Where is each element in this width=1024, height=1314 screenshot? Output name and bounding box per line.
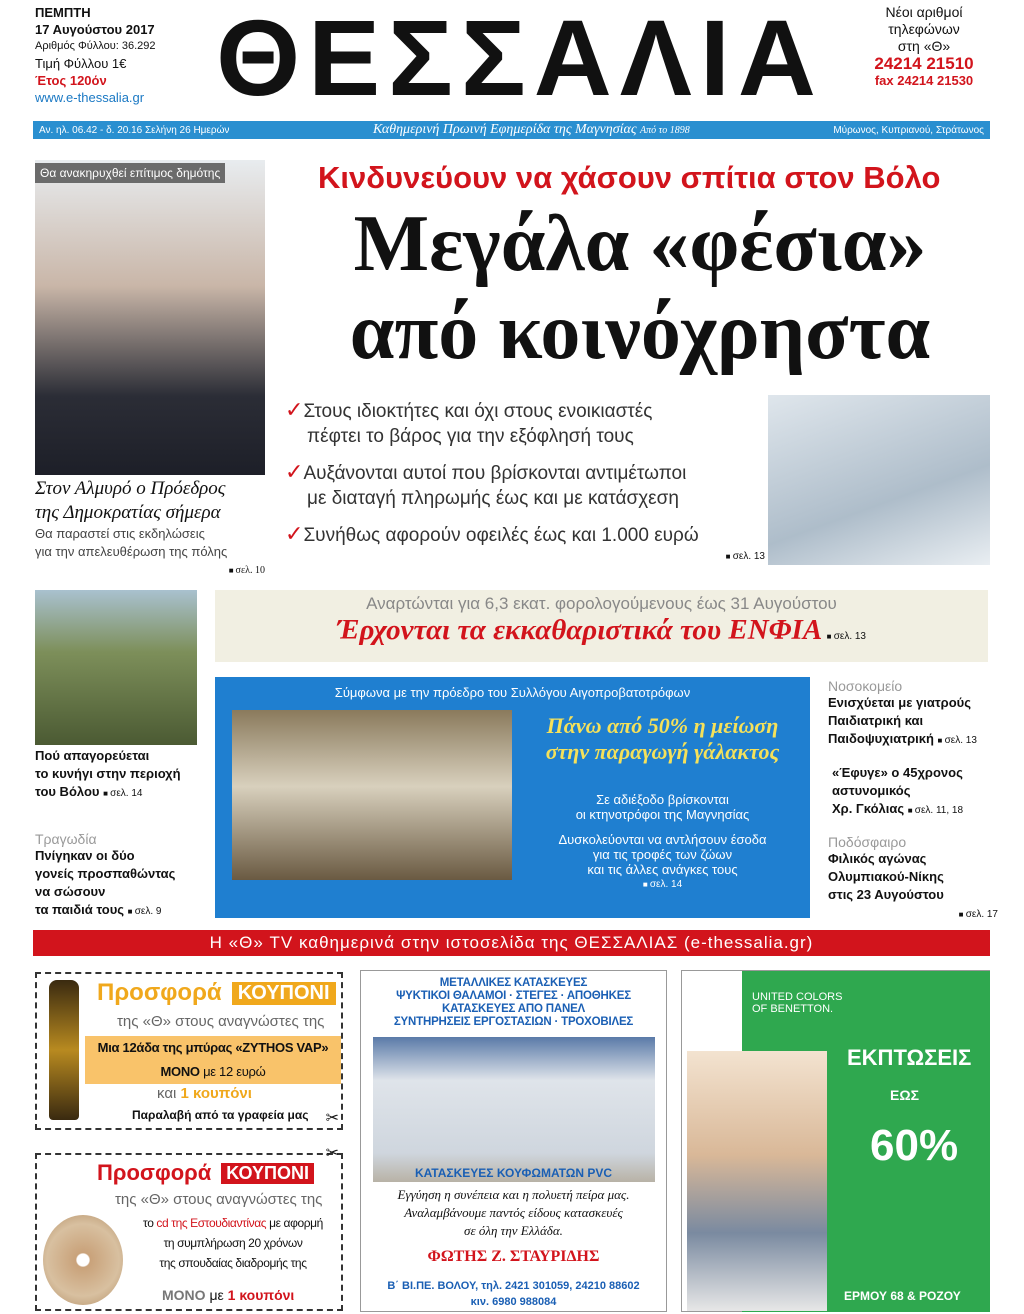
text: της σπουδαίας διαδρομής της bbox=[159, 1256, 307, 1270]
coupon-label: ΚΟΥΠΟΝΙ bbox=[221, 1163, 314, 1184]
text: 1 κουπόνι bbox=[227, 1287, 295, 1303]
text: Δυσκολεύονται να αντλήσουν έσοδα bbox=[558, 832, 767, 847]
metal-contact bbox=[361, 1278, 666, 1310]
coupon-label: ΚΟΥΠΟΝΙ bbox=[232, 982, 336, 1005]
text: με διαταγή πληρωμής έως και με κατάσχεση bbox=[307, 488, 679, 509]
lead-headline[interactable] bbox=[290, 200, 990, 376]
headline-line: από κοινόχρηστα bbox=[349, 288, 931, 376]
last-line bbox=[35, 901, 210, 921]
text: Εγγύηση η συνέπεια και η πολυετή πείρα μας. bbox=[397, 1187, 630, 1202]
president-photo bbox=[35, 160, 265, 475]
issue: Αριθμός Φύλλου: 36.292 bbox=[35, 40, 156, 52]
text: ΜΕΤΑΛΛΙΚΕΣ ΚΑΤΑΣΚΕΥΕΣ bbox=[439, 977, 588, 989]
text: 60% bbox=[870, 1121, 959, 1170]
text: το bbox=[143, 1216, 154, 1230]
text: OF BENETTON. bbox=[752, 1003, 834, 1015]
last-line bbox=[35, 783, 210, 803]
page-ref: ■ σελ. 13 bbox=[726, 551, 765, 562]
text: UNITED COLORS bbox=[752, 991, 843, 1003]
phones-label: Νέοι αριθμοί bbox=[885, 4, 963, 20]
right-column bbox=[828, 678, 998, 922]
text: 1 κουπόνι bbox=[180, 1085, 252, 1102]
text: Πάνω από 50% η μείωση bbox=[546, 713, 779, 738]
headline-line: Στον Αλμυρό ο Πρόεδρος bbox=[35, 478, 226, 499]
check-icon: ✓ bbox=[285, 521, 304, 546]
coupon-count bbox=[162, 1287, 294, 1303]
bullet bbox=[285, 459, 765, 511]
tagline: Καθημερινή Πρωινή Εφημερίδα της Μαγνησίας bbox=[372, 122, 637, 137]
text: για τις τροφές των ζώων bbox=[592, 847, 733, 862]
scissors-icon: ✂ bbox=[325, 1145, 339, 1162]
text: «Έφυγε» ο 45χρονος bbox=[832, 765, 963, 780]
text: Θα παραστεί στις εκδηλώσεις bbox=[35, 526, 205, 541]
president-label: Θα ανακηρυχθεί επίτιμος δημότης bbox=[35, 163, 225, 183]
text: ΨΥΚΤΙΚΟΙ ΘΑΛΑΜΟΙ · ΣΤΕΓΕΣ · ΑΠΟΘΗΚΕΣ bbox=[396, 990, 631, 1002]
text: για την απελευθέρωση της πόλης bbox=[35, 544, 228, 559]
metal-ad[interactable] bbox=[360, 970, 667, 1312]
tragedy-story[interactable] bbox=[35, 831, 210, 921]
text: της «Θ» στους αναγνώστες της bbox=[115, 1191, 323, 1208]
text: Παραλαβή από τα γραφεία μας bbox=[132, 1108, 309, 1122]
date: 17 Αυγούστου 2017 bbox=[35, 22, 155, 37]
text: και bbox=[157, 1085, 177, 1102]
cd-offer bbox=[125, 1213, 341, 1273]
phones-label: τηλεφώνων bbox=[888, 21, 960, 37]
fax: fax 24214 21530 bbox=[874, 73, 974, 88]
text: ΕΩΣ bbox=[890, 1087, 919, 1103]
since: Από το 1898 bbox=[640, 125, 690, 136]
enfia-title-row bbox=[215, 614, 988, 647]
phones bbox=[854, 4, 994, 89]
text: ■ σελ. 17 bbox=[959, 909, 998, 920]
masthead-info bbox=[35, 4, 155, 106]
text: Αυξάνονται αυτοί που βρίσκονται αντιμέτωποι bbox=[303, 463, 687, 484]
website[interactable]: www.e-thessalia.gr bbox=[35, 90, 145, 105]
text: στις 23 Αυγούστου bbox=[828, 887, 944, 902]
enfia-sub: Αναρτώνται για 6,3 εκατ. φορολογούμενους έως 31 Αυγούστου bbox=[366, 594, 837, 613]
bullet bbox=[285, 397, 765, 449]
benetton-ad[interactable] bbox=[681, 970, 990, 1312]
text: σε όλη την Ελλάδα. bbox=[464, 1223, 563, 1238]
president-text bbox=[35, 525, 265, 561]
text: πέφτει το βάρος για την εξόφλησή τους bbox=[307, 426, 634, 447]
logo: ΘΕΣΣΑΛΙΑ bbox=[216, 2, 824, 114]
page-ref-row bbox=[35, 561, 265, 578]
text: ΜΟΝΟ bbox=[160, 1064, 200, 1079]
page-ref: ■ σελ. 9 bbox=[128, 906, 162, 917]
text: ■ σελ. 11, 18 bbox=[908, 805, 963, 816]
text: Νοσοκομείο bbox=[828, 678, 903, 694]
text: Β΄ ΒΙ.ΠΕ. ΒΟΛΟΥ, τηλ. 2421 301059, 24210 88602 bbox=[387, 1280, 640, 1292]
text: ΦΩΤΗΣ Ζ. ΣΤΑΥΡΙΔΗΣ bbox=[427, 1248, 600, 1265]
text: Παιδιατρική και bbox=[828, 713, 924, 728]
text: Χρ. Γκόλιας bbox=[832, 801, 905, 816]
text: ΣΥΝΤΗΡΗΣΕΙΣ ΕΡΓΟΣΤΑΣΙΩΝ · ΤΡΟΧΟΒΙΛΕΣ bbox=[393, 1016, 634, 1028]
text: γονείς προσπαθώντας bbox=[35, 866, 176, 881]
page-ref: ■ σελ. 14 bbox=[103, 788, 142, 799]
coupon-count bbox=[157, 1085, 252, 1102]
cd-image bbox=[43, 1215, 123, 1305]
text: το κυνήγι στην περιοχή bbox=[35, 766, 181, 781]
text: ΕΚΠΤΩΣΕΙΣ bbox=[847, 1045, 972, 1070]
text: Πνίγηκαν οι δύο bbox=[35, 848, 135, 863]
beer-bottle-image bbox=[49, 980, 79, 1120]
page-ref-row bbox=[828, 904, 998, 922]
text: Παιδοψυχιατρική bbox=[828, 731, 934, 746]
text: Ολυμπιακού-Νίκης bbox=[828, 869, 944, 884]
page-ref: ■ σελ. 14 bbox=[515, 877, 810, 892]
last-line bbox=[828, 730, 998, 750]
offer-row bbox=[97, 1159, 314, 1187]
last-line bbox=[832, 800, 998, 820]
beer-offer bbox=[85, 1036, 341, 1084]
text: με 12 ευρώ bbox=[203, 1064, 266, 1079]
text: ΚΑΤΑΣΚΕΥΕΣ ΑΠΟ ΠΑΝΕΛ bbox=[441, 1003, 586, 1015]
warehouse-photo bbox=[373, 1037, 655, 1182]
offer-label: Προσφορά bbox=[97, 1160, 212, 1185]
cd-coupon[interactable] bbox=[35, 1145, 343, 1311]
cd-line bbox=[125, 1213, 341, 1233]
text: ■ σελ. 13 bbox=[938, 735, 977, 746]
milk-top: Σύμφωνα με την πρόεδρο του Συλλόγου Αιγοπροβατοτρόφων bbox=[334, 685, 691, 700]
enfia-title: Έρχονται τα εκκαθαριστικά του ΕΝΦΙΑ bbox=[336, 614, 823, 646]
headline-line: Μεγάλα «φέσια» bbox=[353, 200, 927, 288]
text: Στους ιδιοκτήτες και όχι στους ενοικιαστές bbox=[303, 401, 653, 422]
text: Ενισχύεται με γιατρούς bbox=[828, 695, 971, 710]
lead-kicker: Κινδυνεύουν να χάσουν σπίτια στον Βόλο bbox=[318, 160, 941, 195]
price-line bbox=[85, 1060, 341, 1084]
text: και τις άλλες ανάγκες τους bbox=[587, 862, 738, 877]
day: ΠΕΜΠΤΗ bbox=[35, 5, 91, 20]
milk-story[interactable] bbox=[215, 677, 810, 918]
offer-label: Προσφορά bbox=[97, 979, 222, 1006]
sun-moon-info: Αν. ηλ. 06.42 - δ. 20.16 Σελήνη 26 Ημερών bbox=[39, 124, 230, 136]
text: Σε αδιέξοδο βρίσκονται bbox=[596, 792, 729, 807]
calculator-photo bbox=[768, 395, 990, 565]
text: ΚΑΤΑΣΚΕΥΕΣ ΚΟΥΦΩΜΑΤΩΝ PVC bbox=[414, 1166, 613, 1180]
children-photo bbox=[687, 1051, 827, 1311]
president-headline[interactable] bbox=[35, 477, 265, 578]
kicker: Τραγωδία bbox=[35, 831, 97, 847]
metal-services bbox=[361, 977, 666, 1029]
hunting-story[interactable] bbox=[35, 747, 210, 803]
headline-line: της Δημοκρατίας σήμερα bbox=[35, 502, 221, 523]
price: Τιμή Φύλλου 1€ bbox=[35, 56, 127, 71]
benetton-logo bbox=[752, 991, 842, 1015]
text: Πού απαγορεύεται bbox=[35, 748, 150, 763]
text: Φιλικός αγώνας bbox=[828, 851, 927, 866]
page-ref: ■ σελ. 13 bbox=[827, 631, 866, 642]
brief[interactable] bbox=[828, 678, 998, 750]
page-ref: ■ σελ. 10 bbox=[229, 565, 265, 576]
text: με αφορμή bbox=[269, 1216, 323, 1230]
text: τα παιδιά τους bbox=[35, 902, 125, 917]
scissors-icon: ✂ bbox=[325, 1110, 339, 1127]
phone: 24214 21510 bbox=[874, 54, 974, 73]
text: του Βόλου bbox=[35, 784, 100, 799]
info-bar bbox=[33, 121, 990, 139]
text: Μια 12άδα της μπύρας «ZYTHOS VAP» bbox=[97, 1040, 329, 1055]
text: Αναλαμβάνουμε παντός είδους κατασκευές bbox=[404, 1205, 623, 1220]
bullet bbox=[285, 521, 765, 548]
metal-text bbox=[361, 1186, 666, 1240]
enfia-story[interactable] bbox=[215, 590, 988, 662]
text: στην παραγωγή γάλακτος bbox=[545, 739, 780, 764]
text: cd της Εστουδιαντίνας bbox=[156, 1216, 267, 1230]
text: αστυνομικός bbox=[832, 783, 911, 798]
lead-bullets bbox=[285, 397, 765, 564]
text: της «Θ» στους αναγνώστες της bbox=[117, 1013, 325, 1030]
beer-coupon[interactable] bbox=[35, 972, 343, 1130]
brief[interactable] bbox=[828, 834, 998, 922]
milk-text bbox=[515, 792, 810, 892]
year: Έτος 120όν bbox=[35, 73, 107, 88]
offer-row bbox=[97, 978, 336, 1008]
tv-banner[interactable]: Η «Θ» TV καθημερινά στην ιστοσελίδα της ΘΕΣΣΑΛΙΑΣ (e-thessalia.gr) bbox=[33, 930, 990, 956]
name-days: Μύρωνος, Κυπριανού, Στράτωνος bbox=[833, 124, 984, 136]
check-icon: ✓ bbox=[285, 459, 304, 484]
text: Συνήθως αφορούν οφειλές έως και 1.000 ευρώ bbox=[303, 525, 699, 546]
page-ref-row bbox=[285, 546, 765, 564]
hunting-photo bbox=[35, 590, 197, 745]
text: κιν. 6980 988084 bbox=[470, 1296, 557, 1308]
text: τη συμπλήρωση 20 χρόνων bbox=[163, 1236, 303, 1250]
milk-title bbox=[515, 713, 810, 765]
brief[interactable] bbox=[828, 764, 998, 820]
check-icon: ✓ bbox=[285, 397, 304, 422]
text: οι κτηνοτρόφοι της Μαγνησίας bbox=[575, 807, 750, 822]
sheep-photo bbox=[232, 710, 512, 880]
phones-label: στη «Θ» bbox=[897, 38, 951, 54]
text: Ποδόσφαιρο bbox=[828, 834, 907, 850]
tagline-wrap bbox=[373, 122, 690, 138]
text: ΜΟΝΟ bbox=[162, 1287, 206, 1303]
text: με bbox=[209, 1287, 224, 1303]
text: ΕΡΜΟΥ 68 & ΡΟΖΟΥ bbox=[844, 1289, 961, 1303]
text: να σώσουν bbox=[35, 884, 106, 899]
